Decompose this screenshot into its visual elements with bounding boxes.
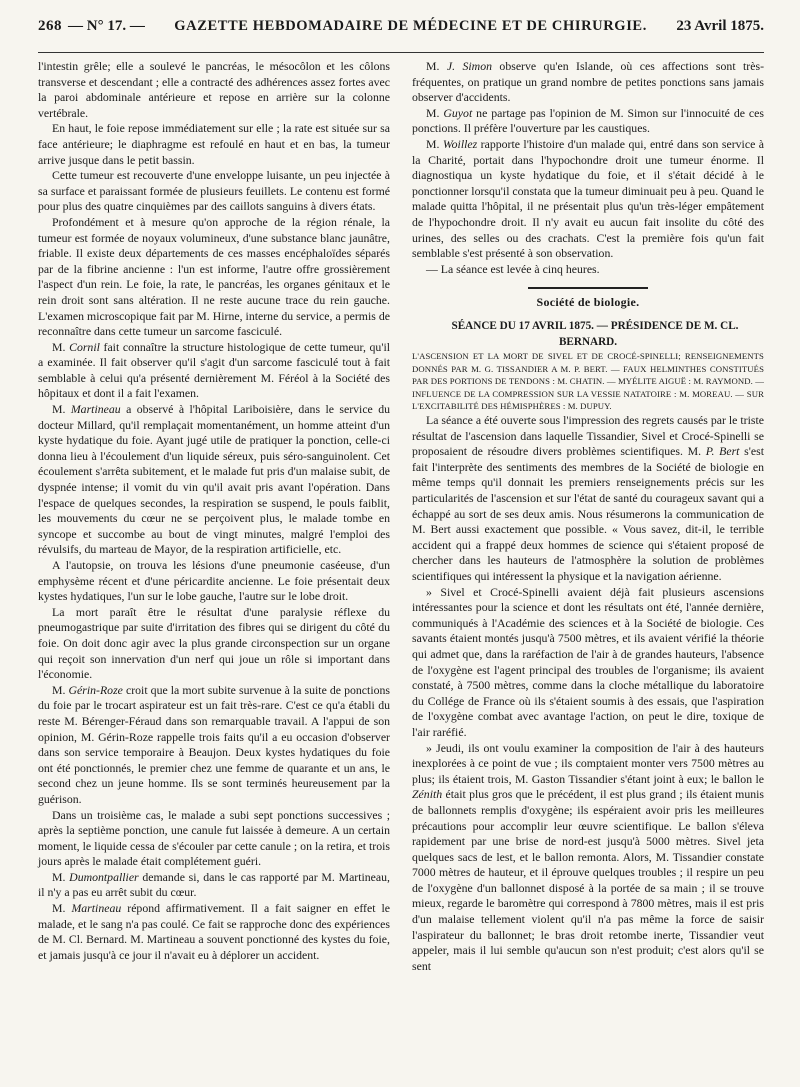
issue-number: — N° 17. —	[68, 18, 145, 34]
publication-title: GAZETTE HEBDOMADAIRE DE MÉDECINE ET DE CHIRURGIE.	[174, 18, 647, 34]
paragraph: La mort paraît être le résultat d'une paralysie réflexe du pneumogastrique par suite d'irritation des fibres qui se dirigent du côté du foie. On doit donc agir avec la plus grande circonspection sur un organe qui reçoit son innervation d'un nerf qui joue un rôle si important dans l'économie.	[38, 604, 390, 682]
paragraph: M. Gérin-Roze croit que la mort subite survenue à la suite de ponctions du foie par le trocart aspirateur est un fait très-rare. C'est ce qu'a établi du reste M. Bérenger-Féraud dans son remarquable travail. A l'appui de son opinion, M. Gérin-Roze rappelle trois faits qu'il a eu occasion d'observer dans son service temporaire à Beaujon. Deux kystes hydatiques du foie ont été ponctionnés, le premier chez une femme de quarante et un ans, le second chez un jeune homme. Ils se sont terminés heureusement par la guérison.	[38, 682, 390, 806]
paragraph: l'intestin grêle; elle a soulevé le pancréas, le mésocôlon et les côlons transverse et descendant ; elle a contracté des adhérences assez fortes avec la paroi abdominale antérieure et repose en arrière sur la colonne vertébrale.	[38, 59, 390, 120]
issue-date: 23 Avril 1875.	[676, 18, 764, 34]
left-column	[38, 59, 390, 974]
paragraph: M. Guyot ne partage pas l'opinion de M. Simon sur l'innocuité de ces ponctions. Il préfère l'ouverture par les caustiques.	[412, 105, 764, 136]
balloon-name: Zénith	[412, 787, 443, 802]
paragraph: M. Cornil fait connaître la structure histologique de cette tumeur, qu'il a examinée. Il fait observer qu'il s'agit d'un sarcome fasciculé tout à fait semblable à celui qu'a présenté dernièrement M. Féréol à la Société des hôpitaux et dont il a fait l'examen.	[38, 339, 391, 401]
section-title: Société de biologie.	[536, 295, 640, 310]
paragraph: Profondément et à mesure qu'on approche de la région rénale, la tumeur est formée de noyaux volumineux, d'une substance blanc jaunâtre, friable. Il existe deux départements de ces masses encéphaloïdes séparés par de la fibrine ancienne : l'un est informe, l'autre offre grossièrement l'aspect d'un rein. Le foie, la rate, le pancréas, les organes génitaux et le rein droit sont sans altération. Il ne reste aucune trace du rein gauche. L'examen microscopique fait par M. Hirne, interne du service, a permis de reconnaître dans cette tumeur un sarcome fasciculé.	[38, 214, 390, 339]
paragraph: » Sivel et Crocé-Spinelli avaient déjà fait plusieurs ascensions intéressantes pour la science et dont les résultats ont été, l'année dernière, communiqués à l'Académie des sciences et à la Société de biologie. Ces savants étaient montés jusqu'à 7500 mètres, et ils avaient vérifié la théorie qui admet que, dans la raréfaction de l'air à de grandes hauteurs, l'absence de l'oxygène est l'agent principal des troubles de l'organisme; ils avaient constaté, à 7500 mètres, comme dans la cloche métallique du laboratoire du Collége de France où ils s'étaient soumis à des essais, que l'aspiration de l'oxygène combat avec avantage l'action, on peut le dire, toxique de l'air raréfié.	[412, 584, 764, 739]
session-heading: SÉANCE DU 17 AVRIL 1875. — PRÉSIDENCE DE M. CL. BERNARD.	[451, 319, 739, 348]
speaker-name: P. Bert	[705, 444, 740, 459]
paragraph: M. Dumontpallier demande si, dans le cas rapporté par M. Martineau, il n'y a pas eu arrêt subit du cœur.	[38, 869, 391, 900]
right-column	[412, 59, 764, 974]
paragraph: M. Martineau répond affirmativement. Il a fait saigner en effet le malade, et le sang n'a pas coulé. Ce fait se rapproche donc des expériences de M. Cl. Bernard. M. Martineau a souvent ponctionné des kystes du foie, et jamais jusqu'à ce jour il n'avait eu à déplorer un accident.	[38, 901, 391, 962]
text-columns	[38, 59, 764, 974]
speaker-name: Martineau	[70, 402, 121, 417]
speaker-name: Guyot	[443, 105, 473, 120]
speaker-name: Woillez	[442, 136, 478, 151]
speaker-name: Gérin-Roze	[68, 682, 123, 697]
paragraph: » Jeudi, ils ont voulu examiner la composition de l'air à des hauteurs inexplorées à ce point de vue ; ils comptaient monter vers 7500 mètres au plus; ils étaient trois, M. Gaston Tissandier s'étant joint à eux; le ballon le Zénith était plus gros que le précédent, il est plus grand ; ils étaient munis de ballonnets remplis d'oxygène; ils espéraient avoir pris les meilleures précautions pour accomplir leur œuvre scientifique. Le ballon s'éleva rapidement par une brise de nord-est jusqu'à 5000 mètres. Sivel jeta quelques sacs de lest, et le ballon remonta. Alors, M. Tissandier constate 7000 mètres de hauteur, et il éprouve quelques troubles ; il respire un peu de l'oxygène d'un ballonnet disposé à la portée de sa main ; il se trouve mieux, regarde le baromètre qui correspond à 7800 mètres, mais il est pris d'un malaise tellement violent qu'il n'a pas même la force de saisir l'aspirateur du ballonnet; le bras droit retombe inerte, Tissandier veut appeler, mais il lui semble qu'aucun son n'est produit; c'est alors qu'il se sent	[412, 740, 764, 973]
speaker-name: Martineau	[71, 901, 122, 916]
session-close: — La séance est levée à cinq heures.	[426, 261, 600, 276]
paragraph: M. Martineau a observé à l'hôpital Lariboisière, dans le service du docteur Millard, qu'il remplaçait momentanément, un homme atteint d'un kyste hydatique du foie. Ayant jugé utile de pratiquer la ponction, celle-ci donna lieu à l'écoulement d'un liquide séreux, puis séro-sanguinolent. Cet écoulement s'arrêta subitement, et le malade fut pris d'un malaise subit, de dyspnée intense; il vomit du vin qu'il avait pris avant l'opération. Dans l'espace de quelques secondes, la respiration se suspend, le pouls faiblit, les mouvements du cœur ne se perçoivent plus, le malade tombe en syncope et succombe au bout de vingt minutes, malgré l'emploi des révulsifs, du marteau de Mayor, de la respiration artificielle, etc.	[38, 402, 390, 557]
paragraph: M. Woillez rapporte l'histoire d'un malade qui, entré dans son service à la Charité, portait dans l'hypochondre droit une tumeur énorme. Il diagnostiqua un kyste hydatique du foie, et il s'était décidé à le ponctionner lorsqu'il constata que la tumeur diminuait peu à peu. Quand le malade quitta l'hôpital, il ne présentait plus qu'un très-léger empâtement de l'hypochondre droit. Il n'y avait eu aucun fait insolite du côté des urines, des selles ou des crachats. C'est la première fois qu'un fait semblable s'est présenté à son observation.	[412, 136, 765, 261]
paragraph: M. J. Simon observe qu'en Islande, où ces affections sont très-fréquentes, on pratique un grand nombre de petites ponctions sans jamais observer d'accidents.	[412, 59, 764, 105]
paragraph: A l'autopsie, on trouva les lésions d'une pneumonie caséeuse, d'un emphysème récent et d'une péricardite ancienne. Le foie présentait deux kystes hydatiques, l'un sur le lobe gauche, l'autre sur le lobe droit.	[38, 558, 390, 604]
speaker-name: Dumontpallier	[69, 869, 139, 884]
section-divider	[528, 287, 648, 289]
paragraph: Cette tumeur est recouverte d'une enveloppe luisante, un peu injectée à sa surface et paraissant formée de plusieurs feuillets. Le contenu est formé pour plus des quatre cinquièmes par des caillots sanguins à divers états.	[38, 168, 390, 214]
paragraph: En haut, le foie repose immédiatement sur elle ; la rate est située sur sa face antérieure; le diaphragme est refoulé en haut et en bas, la tumeur arrive jusque dans le petit bassin.	[38, 121, 390, 167]
page-header	[38, 18, 764, 53]
session-summary: L'ASCENSION ET LA MORT DE SIVEL ET DE CROCÉ-SPINELLI; RENSEIGNEMENTS DONNÉS PAR M. G. TISSANDIER A M. P. BERT. — FAUX HELMINTHES CONSTITUÉS PAR DES PORTIONS DE TENDONS : M. CHATIN. — MYÉLITE AIGUË : M. RAYMOND. — INFLUENCE DE LA COMPRESSION SUR LA VESSIE NATATOIRE : M. MOREAU. — SUR L'EXCITABILITÉ DES HÉMISPHÈRES : M. DUPUY.	[412, 351, 764, 412]
speaker-name: Cornil	[69, 339, 100, 354]
speaker-name: J. Simon	[446, 59, 492, 73]
paragraph: La séance a été ouverte sous l'impression des regrets causés par le triste résultat de l'ascension dans laquelle Tissandier, Sivel et Crocé-Spinelli se proposaient de résoudre divers problèmes scientifiques. M. P. Bert s'est fait l'interprète des sentiments des membres de la Société de biologie en même temps qu'il donnait les premiers renseignements précis sur les particularités de l'ascension et sur l'état de santé du courageux savant qui a échappé au sort de ses deux amis. Nous résumerons la communication de M. Bert aussi exactement que possible. « Vous savez, dit-il, le terrible accident qui a frappé deux hommes de science qui s'étaient proposé de chercher dans les hauteurs de l'atmosphère la solution de problèmes scientifiques qui intéressent la physique et la navigation aérienne.	[412, 413, 764, 583]
paragraph: Dans un troisième cas, le malade a subi sept ponctions successives ; après la septième ponction, une canule fut laissée à demeure. A un certain moment, le liquide cessa de s'écouler par cette canule ; on la retira, et trois jours après le malade était complétement guéri.	[38, 807, 390, 869]
page-number: 268	[38, 18, 62, 34]
